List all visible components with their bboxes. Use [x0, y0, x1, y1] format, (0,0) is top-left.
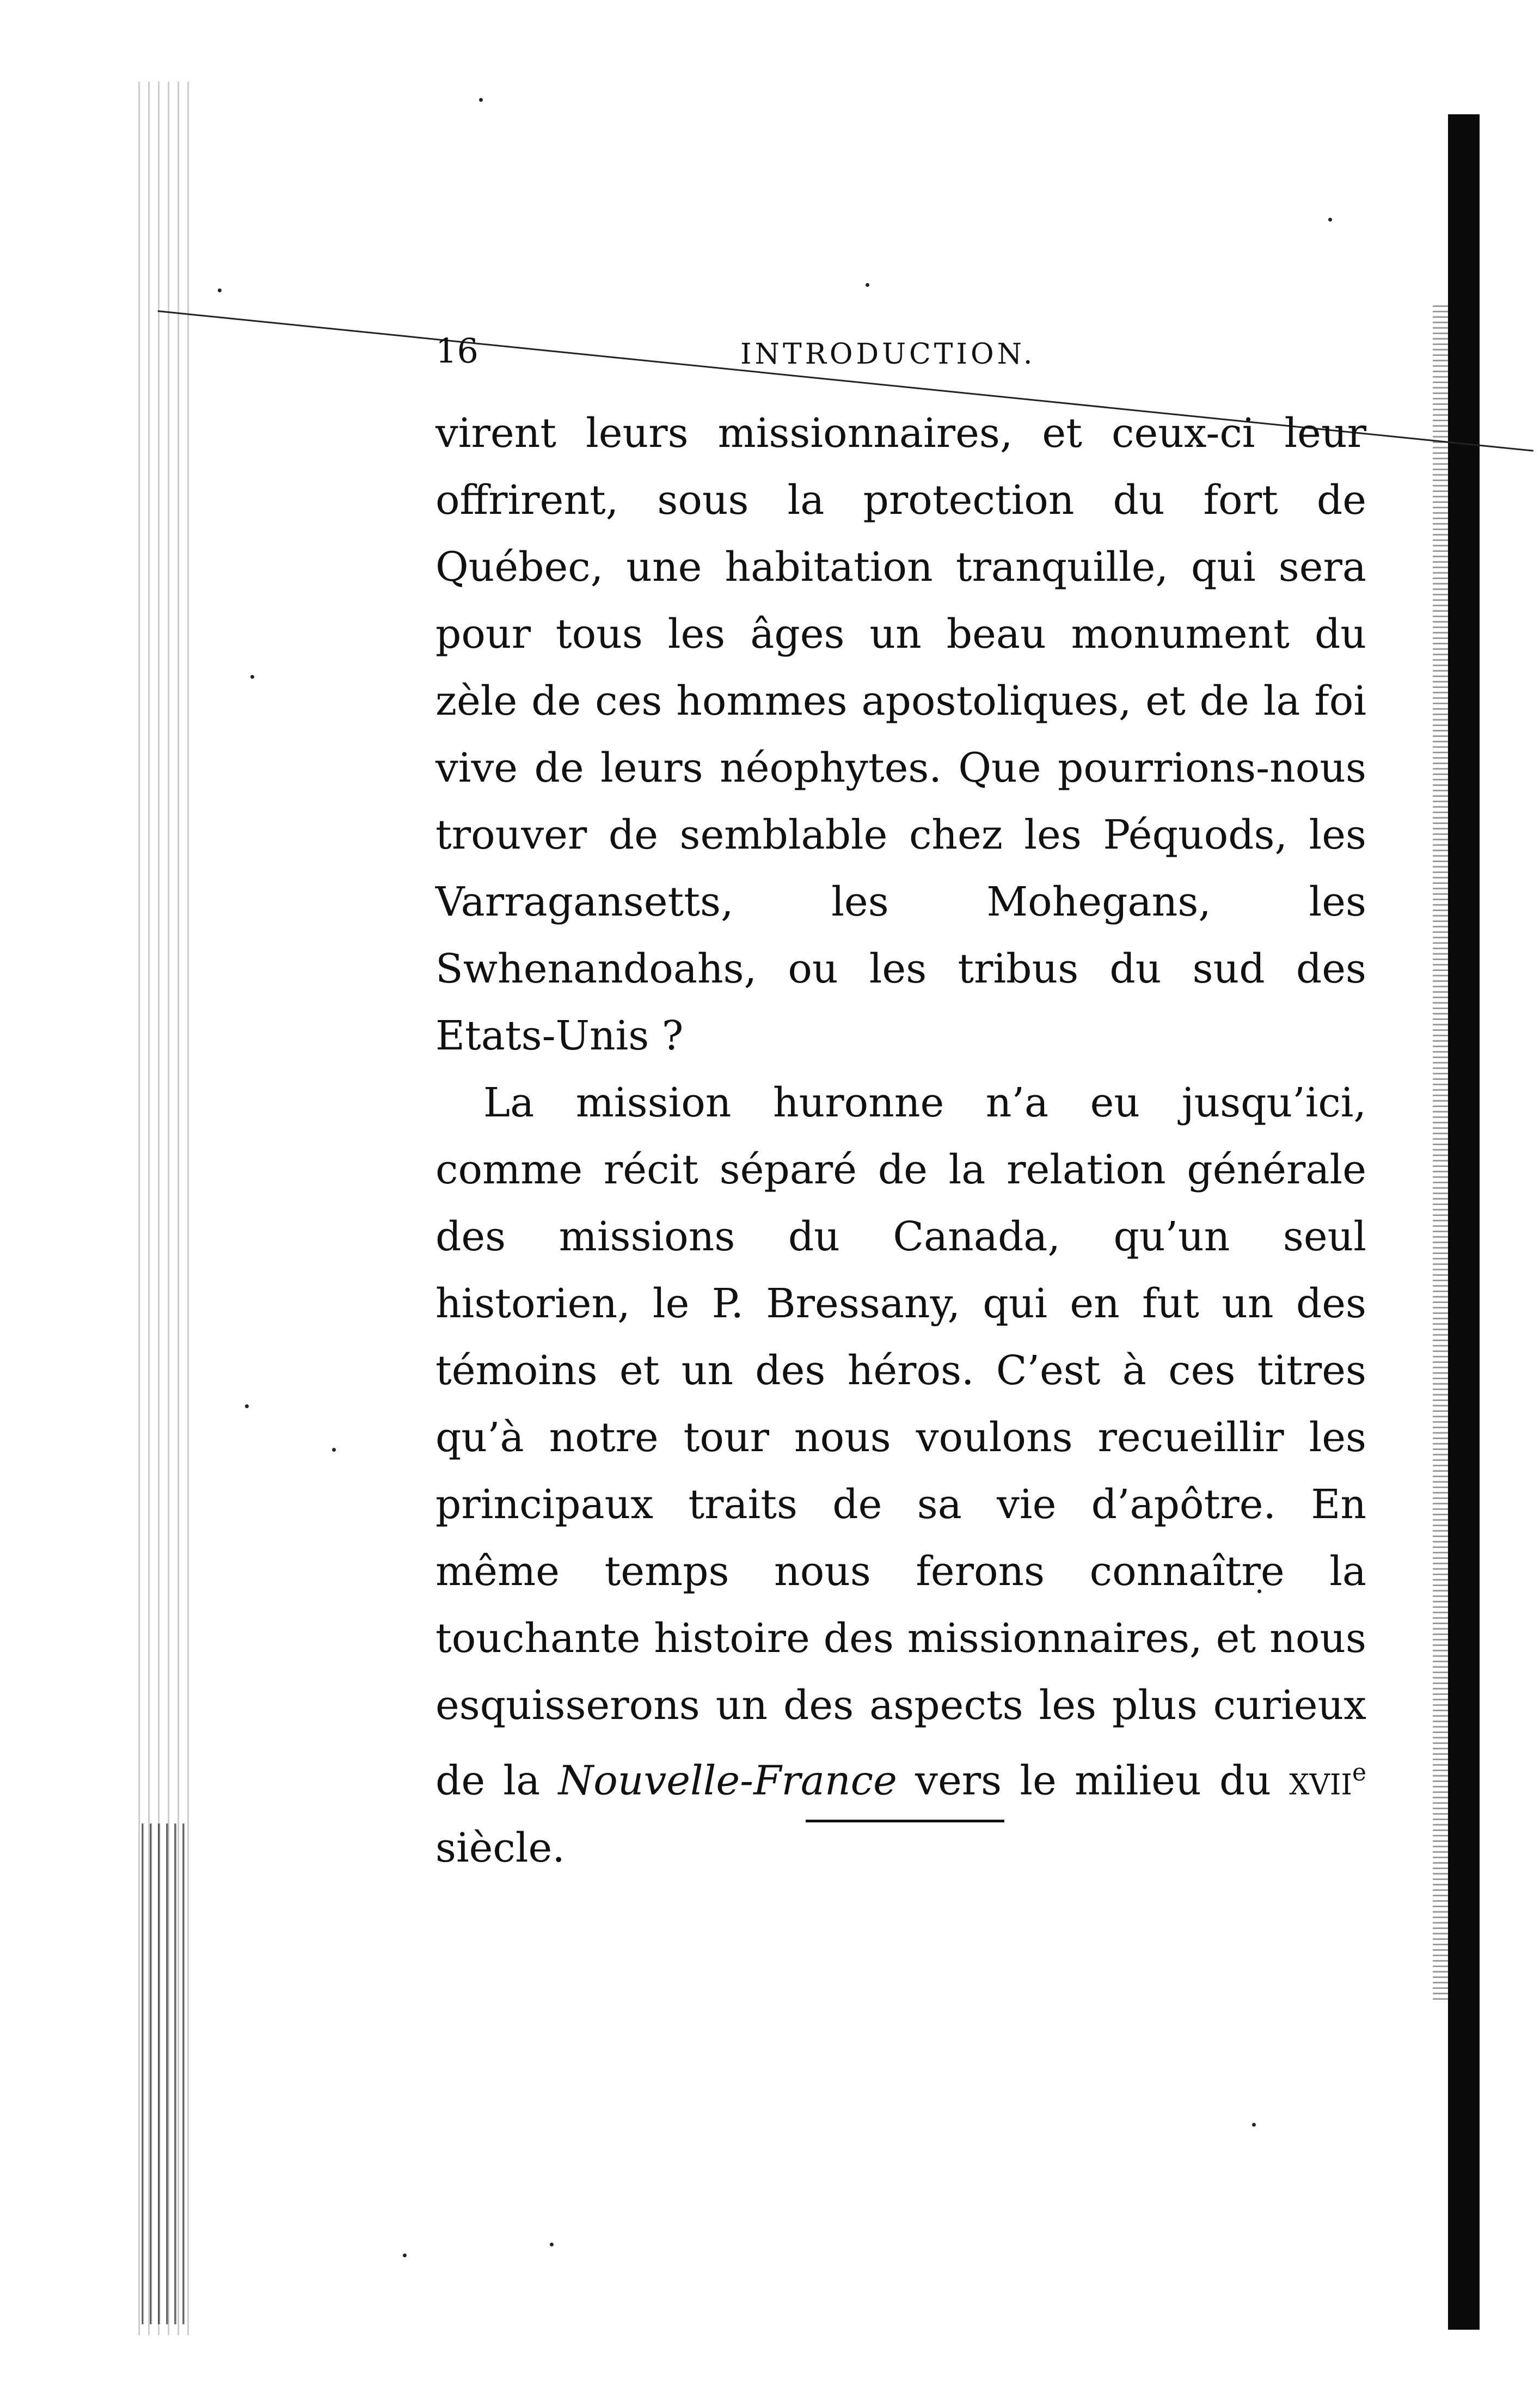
paragraph-2-end: siècle. [435, 1824, 565, 1871]
page-edge-grain-right [1433, 305, 1451, 2003]
paragraph-2 [435, 1070, 1366, 1882]
paragraph-1: virent leurs missionnaires, et ceux-ci leur offrirent, sous la protection du fort de Québec, une habitation tranquille, qui sera pour tous les âges un beau monument du zèle de ces hommes apostoliques, et de la foi vive de leurs néophytes. Que pourrions-nous trouver de semblable chez les Péquods, les Varragansetts, les Mohegans, les Swhenandoahs, ou les tribus du sud des Etats-Unis ? [435, 410, 1366, 1059]
running-head: INTRODUCTION. [740, 338, 1036, 371]
page-header [435, 327, 1366, 376]
section-end-rule [806, 1820, 1004, 1822]
speck [332, 1448, 336, 1452]
speck [1328, 218, 1332, 222]
speck [218, 288, 222, 292]
speck [245, 1404, 249, 1408]
paragraph-2-italic: Nouvelle-France [558, 1757, 897, 1804]
binding-shadow-left-lower [136, 1823, 188, 2324]
speck [1252, 2123, 1256, 2127]
speck [866, 283, 869, 287]
body-text [435, 400, 1366, 1882]
century-superscript: e [1352, 1759, 1366, 1786]
century-numeral: xvii [1289, 1757, 1352, 1804]
speck [550, 2243, 554, 2246]
page-edge-shadow-right [1448, 114, 1480, 2330]
speck [403, 2253, 407, 2257]
page-number: 16 [435, 331, 478, 371]
speck [479, 98, 483, 102]
paragraph-2-text: La mission huronne n’a eu jusqu’ici, comme récit séparé de la relation générale des missions du Canada, qu’un seul historien, le P. Bressany, qui en fut un des témoins et un des héros. C’est à ces titres qu’à notre tour nous voulons recueillir les principaux traits de sa vie d’apôtre. En même temps nous ferons connaître la touchante histoire des missionnaires, et nous esquisserons un des aspects les plus curieux de la [435, 1079, 1366, 1804]
speck [250, 675, 254, 679]
paragraph-2-text-after: vers le milieu du [897, 1757, 1290, 1804]
